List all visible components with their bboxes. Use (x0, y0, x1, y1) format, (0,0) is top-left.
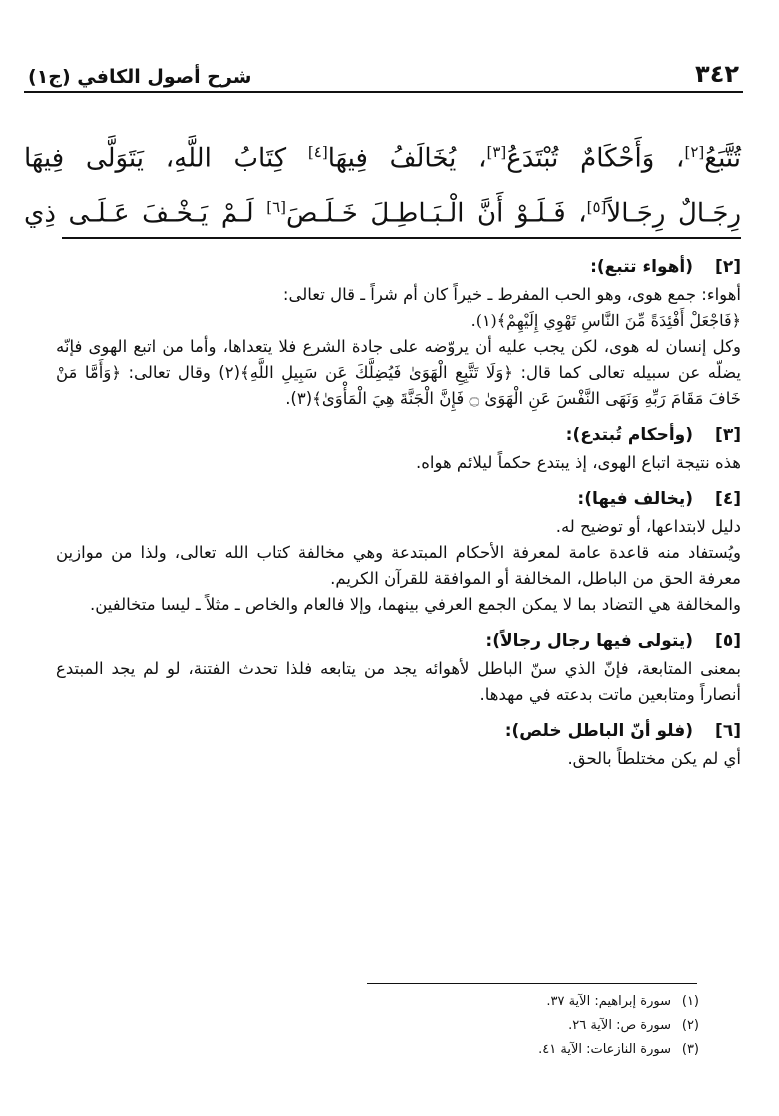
entry-body (56, 746, 741, 772)
main-text-segment: رِجَـالٌ رِجَـالاً (606, 198, 742, 229)
entry-paragraph: بمعنى المتابعة، فإنّ الذي سنّ الباطل لأهوائه يجد من يتابعه فلذا تحدث الفتنة، لو لم يجد المبتدع أنصاراً ومتابعين ماتت بدعته في مهدها. (56, 659, 741, 704)
entry-body (56, 514, 741, 618)
entry-heading (56, 628, 741, 654)
commentary-entry (56, 718, 741, 772)
page-number: ٣٤٢ (695, 60, 739, 88)
entry-heading (56, 486, 741, 512)
entry-paragraph: والمخالفة هي التضاد بما لا يمكن الجمع العرفي بينهما، وإلا فالعام والخاص ـ مثلاً ـ ليسا متخالفين. (89, 595, 741, 614)
entry-heading (56, 254, 741, 280)
main-text-segment: كِتَابُ اللَّهِ، يَتَوَلَّى فِيهَا (24, 143, 308, 174)
entry-number: [٢] (715, 257, 741, 277)
entry-paragraph: ويُستفاد منه قاعدة عامة لمعرفة الأحكام المبتدعة وهي مخالفة كتاب الله تعالى، ولذا من موازين معرفة الحق من الباطل، المخالفة أو الموافقة للقرآن الكريم. (56, 543, 741, 588)
commentary-entry (56, 254, 741, 412)
entry-paragraph: أهواء: جمع هوى، وهو الحب المفرط ـ خيراً كان أم شراً ـ قال تعالى: (282, 285, 741, 304)
entry-heading (56, 718, 741, 744)
book-title: شرح أصول الكافي (ج١) (28, 66, 252, 88)
commentary-entry (56, 422, 741, 476)
entry-paragraph: وكل إنسان له هوى، لكن يجب عليه أن يروّضه على جادة الشرع فلا يتعداها، وأما من اتبع الهوى فإنّه يضلّه عن سبيله تعالى كما قال: ﴿وَلَا تَتَّبِعِ الْهَوَىٰ فَيُضِلَّكَ عَن سَبِيلِ اللَّهِ﴾(٢) وقال تعالى: ﴿وَأَمَّا مَنْ خَافَ مَقَامَ رَبِّهِ وَنَهَى النَّفْسَ عَنِ الْهَوَىٰ ۝ فَإِنَّ الْجَنَّةَ هِيَ الْمَأْوَىٰ﴾(٣). (56, 337, 741, 408)
entry-title: (فلو أنّ الباطل خلص): (504, 721, 693, 741)
footnote-number: (٢) (681, 1018, 699, 1033)
main-text-segment: ، فَـلَـوْ أَنَّ الْـبَـاطِـلَ خَـلَـصَ (286, 198, 587, 229)
entry-body (56, 282, 741, 412)
entry-paragraph: هذه نتيجة اتباع الهوى، إذ يبتدع حكماً ليلائم هواه. (415, 453, 741, 472)
footnote-text: سورة إبراهيم: الآية ٣٧. (546, 994, 671, 1009)
footnote (200, 990, 699, 1014)
entry-title: (أهواء تتبع): (590, 257, 693, 277)
entry-heading (56, 422, 741, 448)
entry-title: (يتولى فيها رجال رجالاً): (485, 631, 693, 651)
header-rule (24, 91, 743, 93)
footnote-text: سورة ص: الآية ٢٦. (568, 1018, 671, 1033)
entry-body (56, 450, 741, 476)
ref-marker: [٦] (266, 197, 287, 216)
footnote-rule (367, 983, 697, 984)
ref-marker: [٤] (307, 143, 328, 161)
main-text-rule (62, 237, 741, 239)
entry-number: [٦] (715, 721, 741, 741)
entry-title: (وأحكام تُبتدع): (565, 425, 693, 445)
entry-number: [٥] (715, 631, 741, 651)
main-hadith-text (24, 128, 741, 237)
footnote-number: (١) (681, 994, 699, 1009)
footnote-number: (٣) (681, 1042, 699, 1057)
main-text-segment: تُتَّبَعُ (704, 143, 741, 174)
commentary-entry (56, 486, 741, 618)
footnote (200, 1038, 699, 1062)
main-line-2 (24, 183, 741, 238)
page-header (28, 54, 739, 88)
entry-body (56, 656, 741, 708)
main-text-segment: لَـمْ يَـخْـفَ عَـلَـى ذِي (24, 198, 267, 229)
main-text-segment: ، يُخَالَفُ فِيهَا (327, 143, 487, 174)
entry-paragraph: دليل لابتداعها، أو توضيح له. (555, 517, 741, 536)
footnotes (200, 990, 699, 1062)
entry-number: [٣] (715, 425, 741, 445)
footnote (200, 1014, 699, 1038)
entry-number: [٤] (715, 489, 741, 509)
ref-marker: [٥] (586, 197, 607, 216)
main-line-1 (24, 128, 741, 183)
commentary-entry (56, 628, 741, 708)
main-text-segment: ، وَأَحْكَامٌ تُبْتَدَعُ (506, 143, 685, 174)
entry-paragraph: أي لم يكن مختلطاً بالحق. (567, 749, 741, 768)
commentary-section (56, 250, 741, 782)
quran-verse: ﴿فَاجْعَلْ أَفْئِدَةً مِّنَ النَّاسِ تَهْوِي إِلَيْهِمْ﴾(١). (470, 311, 741, 330)
ref-marker: [٣] (486, 143, 507, 161)
footnote-text: سورة النازعات: الآية ٤١. (538, 1042, 671, 1057)
entry-title: (يخالف فيها): (577, 489, 693, 509)
ref-marker: [٢] (684, 143, 705, 161)
